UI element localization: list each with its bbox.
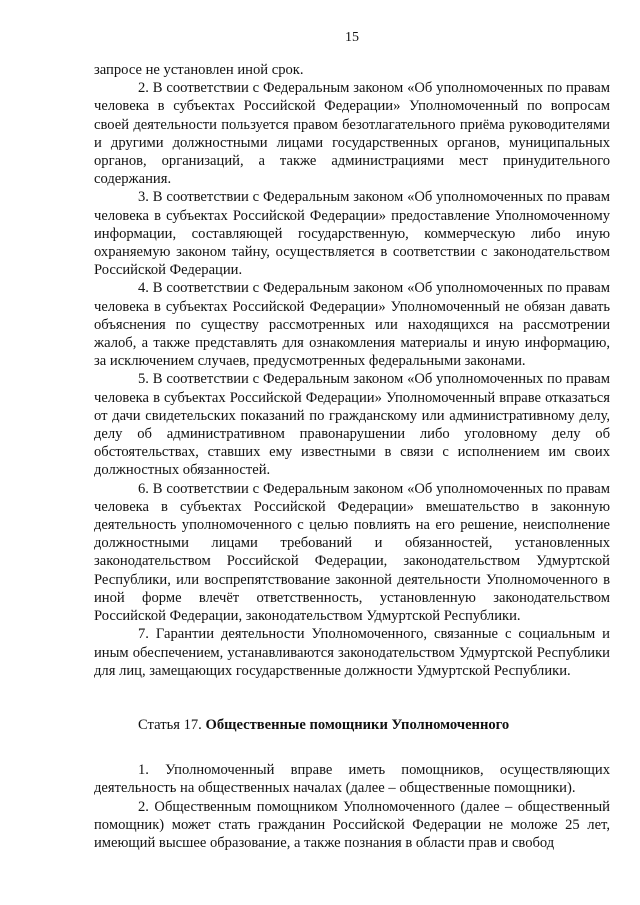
article-prefix: Статья 17. [138,716,206,733]
article-heading [94,716,610,734]
paragraph-item-6: 6. В соответствии с Федеральным законом «Об уполномоченных по правам человека в субъектах Российской Федерации» вмешательство в законную деятельность уполномоченного с целью повлиять на его решение, неисполнение должностными лицами требований и обязанностей, установленных законодательством Российской Федерации, законодательством Удмуртской Республики, или воспрепятствование законной деятельности Уполномоченного в иной форме влечёт ответственность, установленную законодательством Российской Федерации, законодательством Удмуртской Республики. [94,480,610,625]
document-body [94,61,610,852]
paragraph-article-item-2: 2. Общественным помощником Уполномоченного (далее – общественный помощник) может стать гражданин Российской Федерации не моложе 25 лет, имеющий высшее образование, а также познания в области прав и свобод [94,798,610,851]
paragraph-item-4: 4. В соответствии с Федеральным законом «Об уполномоченных по правам человека в субъектах Российской Федерации» Уполномоченный не обязан давать объяснения по существу рассмотренных или находящихся на рассмотрении жалоб, а также представлять для ознакомления материалы и иную информацию, за исключением случаев, предусмотренных федеральными законами. [94,280,610,370]
paragraph-continuation: запросе не установлен иной срок. [94,62,304,78]
paragraph-article-item-1: 1. Уполномоченный вправе иметь помощников, осуществляющих деятельность на общественных началах (далее – общественные помощники). [94,762,610,797]
article-title: Общественные помощники Уполномоченного [205,716,510,733]
paragraph-item-7: 7. Гарантии деятельности Уполномоченного, связанные с социальным и иным обеспечением, устанавливаются законодательством Удмуртской Республики для лиц, замещающих государственные должности Удмуртской Республики. [94,626,610,679]
paragraph-item-3: 3. В соответствии с Федеральным законом «Об уполномоченных по правам человека в субъектах Российской Федерации» предоставление Уполномоченному информации, составляющей государственную, коммерческую либо иную охраняемую законом тайну, осуществляется в соответствии с законодательством Российской Федерации. [94,189,610,279]
paragraph-item-5: 5. В соответствии с Федеральным законом «Об уполномоченных по правам человека в субъектах Российской Федерации» Уполномоченный вправе отказаться от дачи свидетельских показаний по гражданскому или административному делу, делу об административном правонарушении либо уголовному делу об обстоятельствах, ставших ему известными в связи с исполнением им своих должностных обязанностей. [94,371,610,479]
paragraph-item-2: 2. В соответствии с Федеральным законом «Об уполномоченных по правам человека в субъектах Российской Федерации» Уполномоченный по вопросам своей деятельности пользуется правом безотлагательного приёма руководителями и другими должностными лицами государственных органов, муниципальных органов, организаций, а также администрациями мест принудительного содержания. [94,80,610,188]
page-number: 15 [345,30,359,45]
